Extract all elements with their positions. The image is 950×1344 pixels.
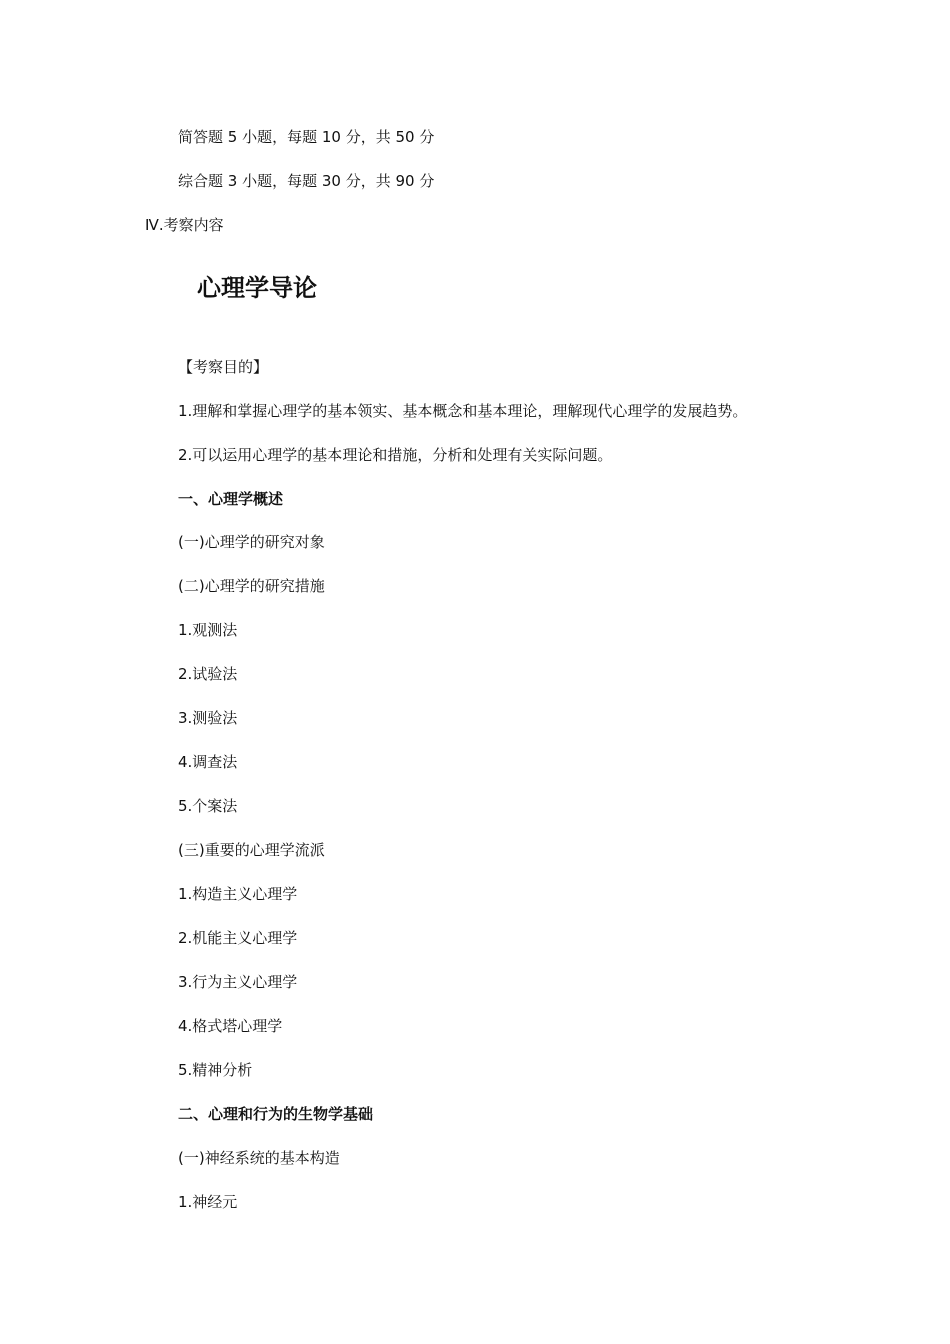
section-heading: Ⅳ.考察内容 [145, 216, 224, 234]
part2-title: 二、心理和行为的生物学基础 [178, 1105, 374, 1123]
school-item: 2.机能主义心理学 [178, 929, 298, 947]
objective-item-2: 2.可以运用心理学的基本理论和措施，分析和处理有关实际问题。 [178, 446, 613, 464]
school-item: 5.精神分析 [178, 1061, 253, 1079]
method-item: 3.测验法 [178, 709, 238, 727]
part1-sub1: (一)心理学的研究对象 [178, 533, 325, 551]
method-item: 4.调查法 [178, 753, 238, 771]
method-item: 1.观测法 [178, 621, 238, 639]
method-item: 2.试验法 [178, 665, 238, 683]
method-item: 5.个案法 [178, 797, 238, 815]
part2-item: 1.神经元 [178, 1193, 238, 1211]
school-item: 4.格式塔心理学 [178, 1017, 283, 1035]
exam-format-short-answer: 简答题 5 小题，每题 10 分，共 50 分 [178, 128, 435, 146]
objective-item-1: 1.理解和掌握心理学的基本领实、基本概念和基本理论，理解现代心理学的发展趋势。 [178, 402, 748, 420]
part1-sub3: (三)重要的心理学流派 [178, 841, 325, 859]
chapter-title: 心理学导论 [197, 274, 317, 302]
school-item: 1.构造主义心理学 [178, 885, 298, 903]
part1-sub2: (二)心理学的研究措施 [178, 577, 325, 595]
exam-format-comprehensive: 综合题 3 小题，每题 30 分，共 90 分 [178, 172, 435, 190]
objectives-label: 【考察目的】 [178, 358, 269, 376]
part2-sub1: (一)神经系统的基本构造 [178, 1149, 340, 1167]
school-item: 3.行为主义心理学 [178, 973, 298, 991]
part1-title: 一、心理学概述 [178, 490, 284, 508]
